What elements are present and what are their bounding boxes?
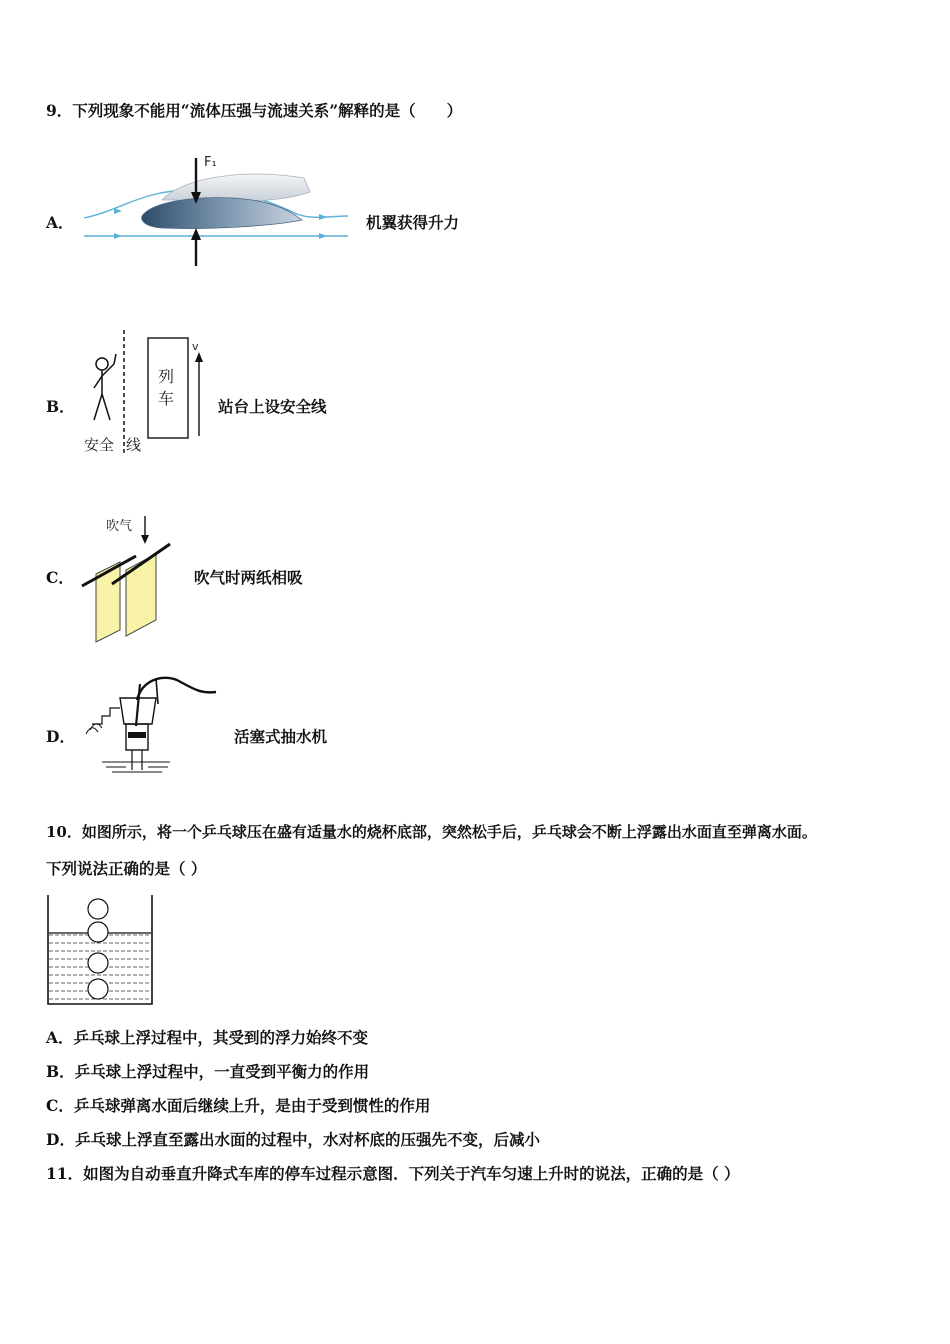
safety-label-right: 线 — [126, 436, 142, 454]
q9-option-c-letter: C． — [46, 568, 74, 587]
q9-option-b-letter: B． — [46, 397, 75, 416]
q9-stem: 9．下列现象不能用“流体压强与流速关系”解释的是（ ） — [46, 101, 463, 120]
q10-option-d: D．乒乓球上浮直至露出水面的过程中，水对杯底的压强先不变，后减小 — [46, 1130, 540, 1149]
q10-stem-line2: 下列说法正确的是（ ） — [46, 859, 207, 878]
q10-option-a: A．乒乓球上浮过程中，其受到的浮力始终不变 — [46, 1028, 369, 1047]
q10-stem-line1: 10．如图所示，将一个乒乓球压在盛有适量水的烧杯底部，突然松手后，乒乓球会不断上浮露出水面直至弹离水面。 — [46, 823, 817, 841]
airfoil-figure — [82, 150, 352, 270]
safety-label-left: 安全 — [84, 436, 115, 454]
q9-option-a-caption: 机翼获得升力 — [366, 213, 460, 232]
piston-pump-figure — [82, 670, 222, 780]
blowing-papers-figure — [82, 514, 192, 644]
blow-label: 吹气 — [106, 519, 133, 534]
force-f1-label: F₁ — [204, 155, 217, 170]
q11-stem: 11．如图为自动垂直升降式车库的停车过程示意图．下列关于汽车匀速上升时的说法，正确的是（ ） — [46, 1164, 740, 1183]
beaker-pingpong-figure — [46, 893, 156, 1008]
train-char-2: 车 — [158, 389, 175, 408]
platform-safety-line-figure — [82, 326, 212, 456]
q10-option-b: B．乒乓球上浮过程中，一直受到平衡力的作用 — [46, 1062, 370, 1081]
train-char-1: 列 — [158, 367, 175, 386]
q9-option-d-letter: D． — [46, 727, 75, 746]
q9-option-a-letter: A． — [46, 213, 74, 232]
q10-option-c: C．乒乓球弹离水面后继续上升，是由于受到惯性的作用 — [46, 1096, 431, 1115]
q9-option-b-caption: 站台上设安全线 — [218, 397, 327, 416]
q9-option-d-caption: 活塞式抽水机 — [234, 727, 328, 746]
velocity-label: v — [192, 340, 199, 353]
q9-option-c-caption: 吹气时两纸相吸 — [194, 568, 303, 587]
